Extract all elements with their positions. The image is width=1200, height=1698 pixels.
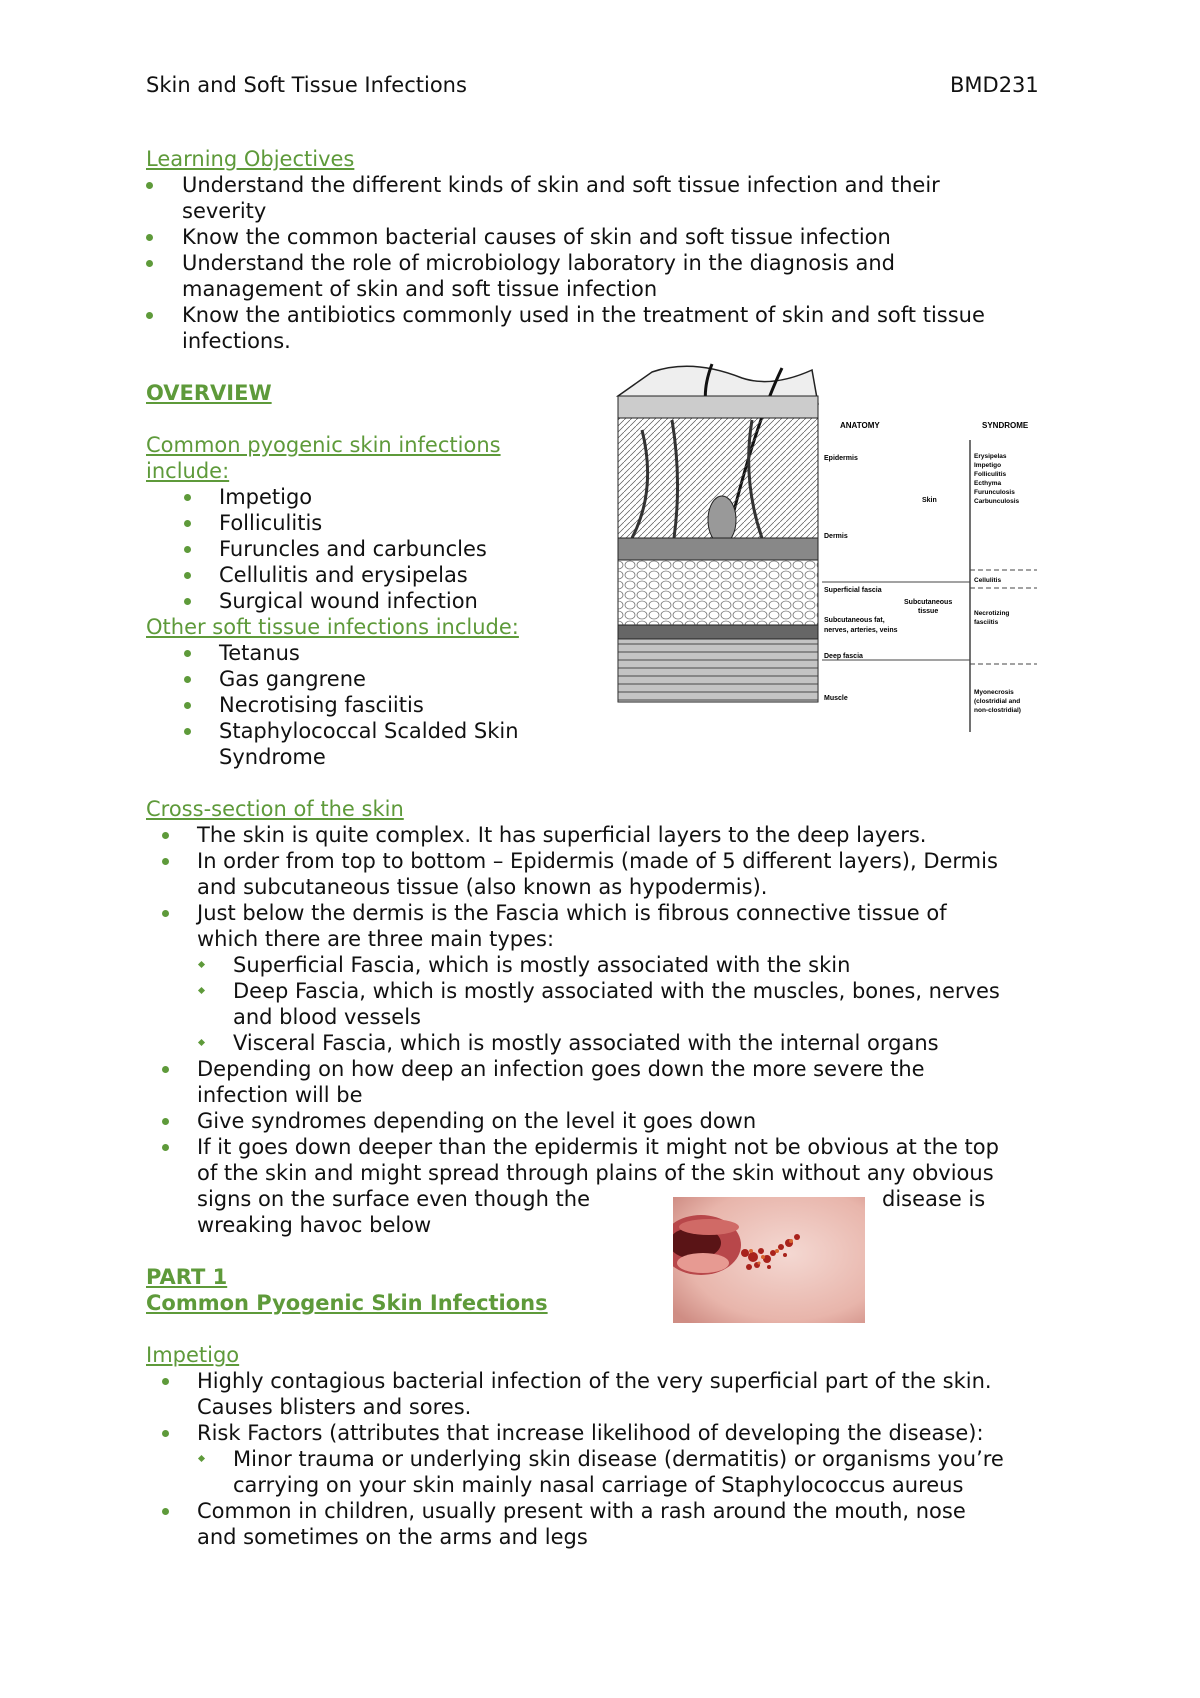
- diagram-col-anatomy: ANATOMY: [840, 421, 880, 430]
- syndrome-skin-3: Ecthyma: [974, 480, 1002, 487]
- body-line: and blood vessels: [233, 1005, 421, 1029]
- bullet-icon: [184, 520, 191, 527]
- label-superficial-fascia: Superficial fascia: [824, 587, 882, 594]
- sub-bullet-icon: [198, 1039, 205, 1046]
- syndrome-necrotizing: Necrotizing: [974, 610, 1010, 617]
- body-line: Highly contagious bacterial infection of the very superficial part of the skin.: [197, 1369, 992, 1393]
- objective-line: management of skin and soft tissue infection: [182, 277, 658, 301]
- label-muscle: Muscle: [824, 695, 848, 702]
- list-item: Staphylococcal Scalded Skin: [219, 719, 519, 743]
- body-line: wreaking havoc below: [197, 1213, 432, 1237]
- list-item: Tetanus: [219, 641, 300, 665]
- body-line: Superficial Fascia, which is mostly associated with the skin: [233, 953, 851, 977]
- objective-line: severity: [182, 199, 267, 223]
- objective-line: Understand the role of microbiology laboratory in the diagnosis and: [182, 251, 895, 275]
- syndrome-skin-4: Furunculosis: [974, 489, 1015, 496]
- list-item: Gas gangrene: [219, 667, 366, 691]
- body-line: The skin is quite complex. It has superficial layers to the deep layers.: [197, 823, 927, 847]
- pyogenic-heading: Common pyogenic skin infections: [146, 433, 501, 457]
- bullet-icon: [184, 676, 191, 683]
- body-line: Visceral Fascia, which is mostly associated with the internal organs: [233, 1031, 939, 1055]
- label-subcutaneous-fat: Subcutaneous fat,: [824, 617, 885, 624]
- bullet-icon: [162, 1430, 169, 1437]
- objectives-heading: Learning Objectives: [146, 147, 355, 171]
- bullet-icon: [146, 182, 153, 189]
- list-item: Cellulitis and erysipelas: [219, 563, 468, 587]
- part1-title: Common Pyogenic Skin Infections: [146, 1291, 548, 1315]
- syndrome-skin-1: Impetigo: [974, 462, 1002, 469]
- objective-line: infections.: [182, 329, 291, 353]
- bullet-icon: [184, 702, 191, 709]
- bullet-icon: [162, 910, 169, 917]
- other-infections-heading: Other soft tissue infections include:: [146, 615, 519, 639]
- label-skin: Skin: [922, 497, 937, 504]
- list-item: Syndrome: [219, 745, 326, 769]
- pyogenic-heading: include:: [146, 459, 230, 483]
- syndrome-myonecrosis: non-clostridial): [974, 707, 1021, 714]
- body-line: of the skin and might spread through plains of the skin without any obvious: [197, 1161, 994, 1185]
- body-line: Depending on how deep an infection goes down the more severe the: [197, 1057, 925, 1081]
- impetigo-photo: [673, 1197, 865, 1323]
- course-code: BMD231: [950, 73, 1039, 97]
- syndrome-cellulitis: Cellulitis: [974, 577, 1002, 584]
- body-line: Give syndromes depending on the level it goes down: [197, 1109, 757, 1133]
- syndrome-skin-2: Folliculitis: [974, 471, 1007, 478]
- label-tissue: tissue: [918, 608, 939, 615]
- body-line: Causes blisters and sores.: [197, 1395, 472, 1419]
- list-item: Furuncles and carbuncles: [219, 537, 487, 561]
- list-item: Necrotising fasciitis: [219, 693, 424, 717]
- diagram-col-syndrome: SYNDROME: [982, 421, 1029, 430]
- label-dermis: Dermis: [824, 533, 848, 540]
- label-nerves: nerves, arteries, veins: [824, 627, 898, 634]
- sub-bullet-icon: [198, 961, 205, 968]
- bullet-icon: [184, 650, 191, 657]
- syndrome-myonecrosis: (clostridial and: [974, 698, 1021, 705]
- body-line: In order from top to bottom – Epidermis (made of 5 different layers), Dermis: [197, 849, 998, 873]
- sub-bullet-icon: [198, 987, 205, 994]
- sub-bullet-icon: [198, 1455, 205, 1462]
- body-line: carrying on your skin mainly nasal carriage of Staphylococcus aureus: [233, 1473, 964, 1497]
- bullet-icon: [146, 234, 153, 241]
- skin-anatomy-diagram: [612, 360, 1042, 738]
- body-line: If it goes down deeper than the epidermis it might not be obvious at the top: [197, 1135, 999, 1159]
- overview-heading: OVERVIEW: [146, 381, 272, 405]
- body-line: infection will be: [197, 1083, 363, 1107]
- body-line: Just below the dermis is the Fascia which is fibrous connective tissue of: [197, 901, 947, 925]
- body-line: Deep Fascia, which is mostly associated with the muscles, bones, nerves: [233, 979, 1000, 1003]
- cross-section-heading: Cross-section of the skin: [146, 797, 404, 821]
- body-line: which there are three main types:: [197, 927, 555, 951]
- label-deep-fascia: Deep fascia: [824, 653, 863, 660]
- bullet-icon: [184, 546, 191, 553]
- label-subcutaneous: Subcutaneous: [904, 599, 953, 606]
- part1-label: PART 1: [146, 1265, 228, 1289]
- bullet-icon: [184, 572, 191, 579]
- bullet-icon: [162, 858, 169, 865]
- bullet-icon: [162, 832, 169, 839]
- body-line: and subcutaneous tissue (also known as hypodermis).: [197, 875, 768, 899]
- list-item: Impetigo: [219, 485, 313, 509]
- body-line: Minor trauma or underlying skin disease (dermatitis) or organisms you’re: [233, 1447, 1004, 1471]
- body-line: and sometimes on the arms and legs: [197, 1525, 588, 1549]
- impetigo-heading: Impetigo: [146, 1343, 240, 1367]
- body-line: signs on the surface even though the: [197, 1187, 591, 1211]
- bullet-icon: [162, 1508, 169, 1515]
- list-item: Surgical wound infection: [219, 589, 478, 613]
- bullet-icon: [184, 598, 191, 605]
- objective-line: Know the common bacterial causes of skin and soft tissue infection: [182, 225, 891, 249]
- syndrome-skin-5: Carbunculosis: [974, 498, 1020, 505]
- body-line: Risk Factors (attributes that increase likelihood of developing the disease):: [197, 1421, 984, 1445]
- syndrome-myonecrosis: Myonecrosis: [974, 689, 1014, 696]
- objective-line: Understand the different kinds of skin and soft tissue infection and their: [182, 173, 940, 197]
- bullet-icon: [162, 1118, 169, 1125]
- bullet-icon: [146, 260, 153, 267]
- syndrome-fasciitis: fasciitis: [974, 619, 999, 626]
- objective-line: Know the antibiotics commonly used in the treatment of skin and soft tissue: [182, 303, 985, 327]
- list-item: Folliculitis: [219, 511, 323, 535]
- body-line: Common in children, usually present with a rash around the mouth, nose: [197, 1499, 966, 1523]
- bullet-icon: [162, 1144, 169, 1151]
- syndrome-skin-0: Erysipelas: [974, 453, 1007, 460]
- label-epidermis: Epidermis: [824, 455, 858, 462]
- document-title: Skin and Soft Tissue Infections: [146, 73, 467, 97]
- body-line: disease is: [882, 1187, 986, 1211]
- bullet-icon: [162, 1378, 169, 1385]
- bullet-icon: [162, 1066, 169, 1073]
- bullet-icon: [184, 728, 191, 735]
- bullet-icon: [184, 494, 191, 501]
- bullet-icon: [146, 312, 153, 319]
